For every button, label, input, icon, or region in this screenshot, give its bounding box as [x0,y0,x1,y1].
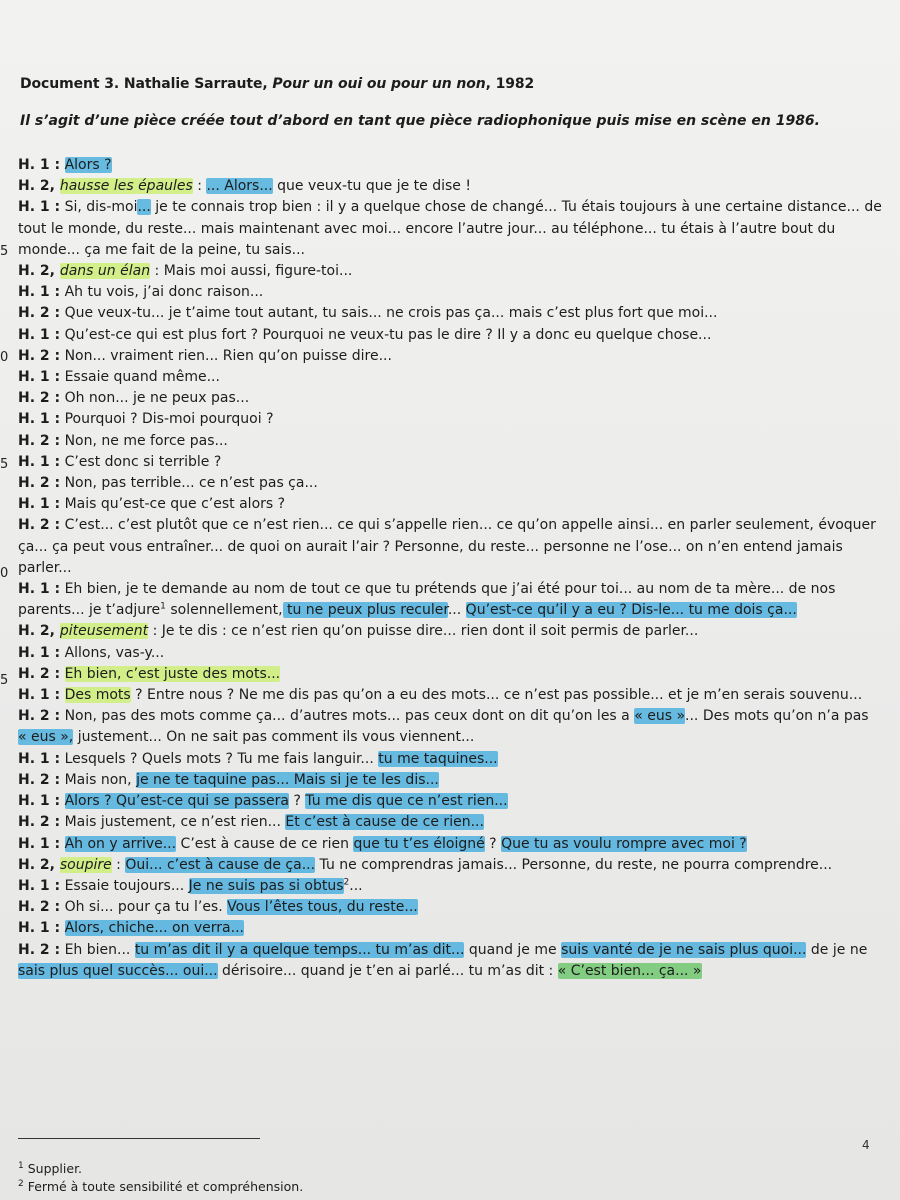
dialogue-line [18,388,890,409]
speaker-label: H. 2 : [18,432,61,449]
speaker-label: H. 2 : [18,347,61,364]
text-run: de je ne [806,941,868,958]
footnote-2 [18,1178,303,1196]
text-run: Mais justement, ce n’est rien... [60,814,286,831]
text-run [60,666,64,682]
footnotes [18,1160,303,1196]
text-run: quand je me [464,941,562,958]
text-run: Essaie toujours... [60,877,189,894]
speaker-label: H. 2 : [18,814,61,831]
text-run: solennellement, [165,602,283,619]
line-number: 0 [0,566,9,581]
speaker-label: H. 2 : [18,390,61,407]
stage-direction: dans un élan [59,263,151,280]
dialogue-line [18,897,890,918]
text-run: : Mais moi aussi, figure-toi... [150,263,353,280]
dialogue-line [18,494,890,515]
dialogue-line [18,155,890,176]
highlight-blue: Vous l’êtes tous, du reste... [227,899,418,916]
text-run: Si, dis-moi [60,199,138,216]
text-run: Qu’est-ce qui est plus fort ? Pourquoi ne veux-tu pas le dire ? Il y a donc eu quelque chose... [60,326,712,343]
text-run: Pourquoi ? Dis-moi pourquoi ? [60,411,274,428]
text-run: ... Des mots qu’on n’a pas [685,708,869,725]
highlight-blue: Alors ? [64,157,112,173]
highlight-blue: « eus » [634,708,686,725]
dialogue-line [18,579,890,600]
text-run: parents... je t’adjure [18,602,161,619]
dialogue-line [18,176,890,197]
highlight-blue: Alors, chiche... on verra... [64,920,244,937]
text-run: ... [447,602,466,619]
highlight-yellow: Des mots [64,687,131,704]
text-run [60,687,64,703]
text-run [60,793,64,809]
stage-direction: hausse les épaules [59,178,193,195]
dialogue-line [18,749,890,770]
speaker-label: H. 1 : [18,687,61,704]
highlight-blue: sais plus quel succès... oui... [18,962,218,979]
text-run [60,836,64,852]
speaker-label: H. 2 : [18,941,61,958]
highlight-blue: Qu’est-ce qu’il y a eu ? Dis-le... tu me dois ça... [465,602,797,619]
text-run: : Je te dis : ce n’est rien qu’on puisse dire... rien dont il soit permis de parler... [148,623,699,640]
line-number: 5 [0,244,9,259]
highlight-blue: « eus », [18,729,74,746]
document-title [20,76,534,92]
text-run: C’est... c’est plutôt que ce n’est rien... ce qui s’appelle rien... ce qu’on appelle ainsi... en parler seulement, évoquer [60,517,876,534]
dialogue-line [18,261,890,282]
dialogue-line [18,515,890,536]
dialogue-line [18,431,890,452]
speaker-label: H. 2 : [18,899,61,916]
text-run: ... [349,877,363,894]
footnote-divider [18,1138,260,1139]
speaker-label: H. 2 : [18,517,61,534]
highlight-yellow: Eh bien, c’est juste des mots... [64,665,281,682]
page-number: 4 [862,1138,870,1152]
dialogue-line [18,621,890,642]
dialogue-line [18,664,890,685]
text-run: monde... ça me fait de la peine, tu sais... [18,241,306,258]
highlight-blue: tu m’as dit il y a quelque temps... tu m’as dit... [134,941,465,958]
title-prefix: Document 3. Nathalie Sarraute, [20,76,273,92]
speaker-label: H. 2, [18,178,60,195]
speaker-label: H. 1 : [18,920,61,937]
text-run: Eh bien, je te demande au nom de tout ce que tu prétends que j’ai été pour toi... au nom de ta mère... de nos [60,581,836,598]
dialogue-line [18,791,890,812]
speaker-label: H. 1 : [18,157,61,173]
footnote-mark: 2 [18,1178,24,1189]
speaker-label: H. 2, [18,623,60,640]
speaker-label: H. 1 : [18,496,61,513]
speaker-label: H. 2 : [18,771,61,788]
footnote-text: Fermé à toute sensibilité et compréhension. [23,1179,304,1194]
dialogue-line [18,197,890,218]
text-run: je te connais trop bien : il y a quelque chose de changé... Tu étais toujours à une certaine distance... de [150,199,882,216]
speaker-label: H. 1 : [18,581,61,598]
speaker-label: H. 1 : [18,453,61,470]
highlight-blue: Oui... c’est à cause de ça... [125,856,316,873]
highlight-blue: tu me taquines... [378,750,498,767]
dialogue-line [18,855,890,876]
dialogue-line [18,558,890,579]
speaker-label: H. 1 : [18,411,61,428]
dialogue-line [18,812,890,833]
dialogue-line [18,706,890,727]
footnote-text: Supplier. [23,1161,83,1176]
speaker-label: H. 2, [18,263,60,280]
dialogue-line [18,918,890,939]
footnote-mark: 1 [18,1160,24,1171]
text-run: ? Entre nous ? Ne me dis pas qu’on a eu des mots... ce n’est pas possible... et je m’en serais souvenu... [130,687,863,704]
stage-direction: soupire [59,856,112,873]
text-run: tout le monde, du reste... mais maintenant avec moi... encore l’autre jour... au téléphone... tu étais à l’autre bout du [18,220,836,237]
line-number: 5 [0,457,9,472]
stage-direction: piteusement [59,623,149,640]
text-run: que veux-tu que je te dise ! [272,178,471,195]
text-run: Que veux-tu... je t’aime tout autant, tu sais... ne crois pas ça... mais c’est plus fort que moi... [60,305,718,322]
title-work: Pour un oui ou pour un non [272,76,486,92]
speaker-label: H. 1 : [18,750,61,767]
dialogue-text [18,155,890,982]
highlight-blue: ... Alors... [206,178,273,195]
highlight-blue: Je ne suis pas si obtus [188,877,344,894]
dialogue-line [18,537,890,558]
dialogue-line [18,325,890,346]
dialogue-line [18,282,890,303]
highlight-blue: suis vanté de je ne sais plus quoi... [561,941,807,958]
highlight-blue: je ne te taquine pas... Mais si je te les dis... [136,771,439,788]
highlight-blue: tu ne peux plus reculer [282,602,448,619]
highlight-blue: Tu me dis que ce n’est rien... [305,793,508,810]
text-run: dérisoire... quand je t’en ai parlé... tu m’as dit : [217,962,558,979]
text-run: Oh si... pour ça tu l’es. [60,899,228,916]
highlight-blue: Alors ? Qu’est-ce qui se passera [64,793,290,810]
dialogue-line [18,452,890,473]
speaker-label: H. 1 : [18,835,61,852]
dialogue-line [18,409,890,430]
text-run: Non... vraiment rien... Rien qu’on puisse dire... [60,347,392,364]
text-run: : [111,856,126,873]
dialogue-line [18,770,890,791]
text-run: Essaie quand même... [60,369,220,386]
line-number: 5 [0,673,9,688]
text-run: Mais non, [60,771,137,788]
speaker-label: H. 1 : [18,793,61,810]
dialogue-line [18,940,890,961]
dialogue-line [18,727,890,748]
title-year: , 1982 [485,76,535,92]
dialogue-line [18,240,890,261]
text-run: parler... [18,559,72,576]
dialogue-line [18,961,890,982]
line-number: 0 [0,350,9,365]
text-run: Mais qu’est-ce que c’est alors ? [60,496,286,513]
text-run [60,157,64,173]
text-run: Non, pas terrible... ce n’est pas ça... [60,475,318,492]
text-run: Tu ne comprendras jamais... Personne, du reste, ne pourra comprendre... [315,856,833,873]
text-run: justement... On ne sait pas comment ils vous viennent... [73,729,475,746]
speaker-label: H. 2 : [18,305,61,322]
text-run: Allons, vas-y... [60,644,165,661]
text-run: Ah tu vois, j’ai donc raison... [60,284,264,301]
dialogue-line [18,600,890,621]
footnote-1 [18,1160,303,1178]
footnote-ref: 1 [160,601,166,612]
text-run: Oh non... je ne peux pas... [60,390,250,407]
text-run: Non, pas des mots comme ça... d’autres mots... pas ceux dont on dit qu’on les a [60,708,635,725]
speaker-label: H. 1 : [18,326,61,343]
dialogue-line [18,643,890,664]
text-run: ça... ça peut vous entraîner... de quoi on aurait l’air ? Personne, du reste... personne ne l’ose... on n’en entend jamais [18,538,843,555]
footnote-ref: 2 [343,877,350,888]
text-run: Lesquels ? Quels mots ? Tu me fais languir... [60,750,379,767]
speaker-label: H. 1 : [18,644,61,661]
dialogue-line [18,346,890,367]
highlight-blue: ... [137,199,151,216]
dialogue-line [18,685,890,706]
dialogue-line [18,367,890,388]
speaker-label: H. 1 : [18,877,61,894]
speaker-label: H. 1 : [18,284,61,301]
dialogue-line [18,473,890,494]
text-run [60,920,64,936]
dialogue-line [18,303,890,324]
text-run: Eh bien... [60,941,135,958]
intro-sentence: Il s’agit d’une pièce créée tout d’abord en tant que pièce radiophonique puis mise en scène en 1986. [20,113,820,129]
highlight-blue: Et c’est à cause de ce rien... [285,814,484,831]
text-run: C’est à cause de ce rien [176,835,354,852]
dialogue-line [18,876,890,897]
text-run: C’est donc si terrible ? [60,453,222,470]
speaker-label: H. 2, [18,856,60,873]
highlight-blue: Que tu as voulu rompre avec moi ? [501,835,747,852]
speaker-label: H. 2 : [18,475,61,492]
speaker-label: H. 1 : [18,199,61,216]
highlight-blue: que tu t’es éloigné [353,835,485,852]
highlight-blue: Ah on y arrive... [64,835,177,852]
text-run: : [192,178,207,195]
dialogue-line [18,219,890,240]
text-run: ? [289,793,306,810]
speaker-label: H. 2 : [18,708,61,725]
highlight-green: « C’est bien... ça... » [557,962,702,979]
text-run: Non, ne me force pas... [60,432,228,449]
text-run: ? [484,835,502,852]
speaker-label: H. 1 : [18,369,61,386]
dialogue-line [18,834,890,855]
speaker-label: H. 2 : [18,665,61,682]
